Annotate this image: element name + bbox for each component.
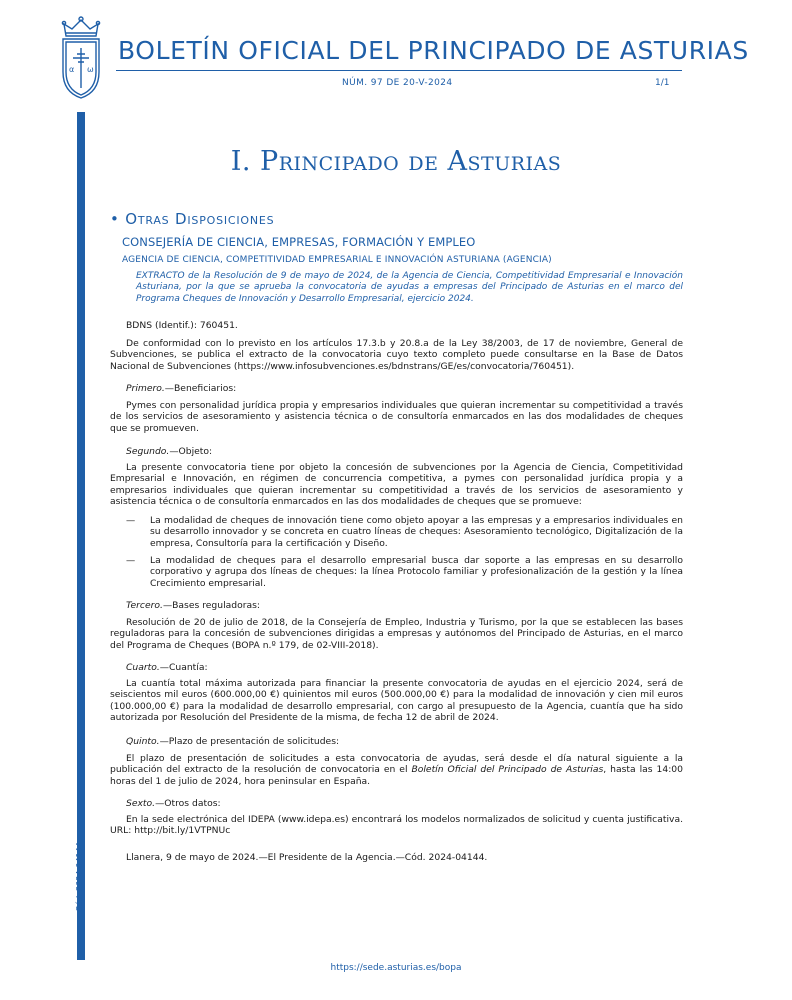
signature-line <box>110 852 683 863</box>
tercero-label: Tercero. <box>126 600 163 611</box>
sexto-label: Sexto. <box>126 798 156 809</box>
quinto-text-italic: Boletín Oficial del Principado de Asturias <box>411 764 604 776</box>
issue-number: NÚM. 97 DE 20-V-2024 <box>342 78 453 88</box>
cuarto-heading <box>126 662 208 673</box>
cuarto-title: —Cuantía: <box>159 662 208 673</box>
primero-paragraph <box>110 400 683 434</box>
sexto-title: —Otros datos: <box>155 798 221 809</box>
list-dash: — <box>126 515 136 526</box>
quinto-heading <box>126 736 339 747</box>
intro-text: De conformidad con lo previsto en los artículos 17.3.b y 20.8.a de la Ley 38/2003, de 17 de noviembre, General de Subvenciones, se publica el extracto de la convocatoria cuyo texto completo puede consultarse en la Base de Datos Nacional de Subvenciones (https://www.infosubvenciones.es/bdnstrans/GE/es/convocatoria/760451). <box>110 338 683 372</box>
bdns-text: BDNS (Identif.): 760451. <box>126 320 238 331</box>
tercero-text: Resolución de 20 de julio de 2018, de la Consejería de Empleo, Industria y Turismo, por la que se establecen las bases reguladoras para la concesión de subvenciones dirigidas a empresas y autónomos del Principado de Asturias, en el marco del Programa de Cheques (BOPA n.º 179, de 02-VIII-2018). <box>110 617 683 651</box>
primero-text: Pymes con personalidad jurídica propia y empresarios individuales que quieran incrementar su competitividad a través de los servicios de asesoramiento y asistencia técnica o de consultoría enmarcados en las dos modalidades de cheques que se promueven. <box>110 400 683 434</box>
header-rule <box>116 70 682 71</box>
margin-bar <box>77 112 85 960</box>
quinto-text-a: El plazo de presentación de solicitudes a esta convocatoria de ayudas, será desde el día natural siguiente a la publicación del extracto de la resolución de convocatoria en el <box>110 753 683 776</box>
quinto-title: —Plazo de presentación de solicitudes: <box>159 736 340 747</box>
list-item: La modalidad de cheques de innovación tiene como objeto apoyar a las empresas y a empresarios individuales en su desarrollo innovador y se concreta en cuatro líneas de cheques: Asesoramiento tecnológico, Digitalización de la empresa, Consultoría para la certificación y Diseño. <box>150 515 683 549</box>
asturias-coat-of-arms-icon <box>56 14 106 100</box>
page-number: 1/1 <box>655 78 670 88</box>
signature-text: Llanera, 9 de mayo de 2024.—El Presidente de la Agencia.—Cód. 2024-04144. <box>126 852 488 863</box>
tercero-title: —Bases reguladoras: <box>162 600 261 611</box>
quinto-text <box>110 753 683 787</box>
svg-text:ω: ω <box>87 65 94 74</box>
agency-name: AGENCIA DE CIENCIA, COMPETITIVIDAD EMPRESARIAL E INNOVACIÓN ASTURIANA (AGENCIA) <box>122 255 552 265</box>
cuarto-text: La cuantía total máxima autorizada para financiar la presente convocatoria de ayudas en el ejercicio 2024, será de seiscientos mil euros (600.000,00 €) quinientos mil euros (500.000,00 €) para la modalidad de innovación y cien mil euros (100.000,00 €) para la modalidad de desarrollo empresarial, con cargo al presupuesto de la Agencia, cuantía que ha sido autorizada por Resolución del Presidente de la misma, de fecha 12 de abril de 2024. <box>110 678 683 724</box>
sexto-text: En la sede electrónica del IDEPA (www.idepa.es) encontrará los modelos normalizados de solicitud y cuenta justificativa. URL: http://bit.ly/1VTPNUc <box>110 814 683 837</box>
segundo-paragraph <box>110 462 683 508</box>
cuarto-paragraph <box>110 678 683 724</box>
intro-paragraph <box>110 338 683 372</box>
svg-text:α: α <box>69 65 75 74</box>
primero-label: Primero. <box>126 383 165 394</box>
bdns-line <box>110 320 683 331</box>
margin-code: Cód. 2024-04144 <box>75 842 84 912</box>
tercero-paragraph <box>110 617 683 651</box>
list-item: La modalidad de cheques para el desarrollo empresarial busca dar soporte a las empresas en su desarrollo corporativo y agrupa dos líneas de cheques: la línea Protocolo familiar y profesionalización de la gestión y la línea Crecimiento empresarial. <box>150 555 683 589</box>
list-dash: — <box>126 555 136 566</box>
quinto-label: Quinto. <box>126 736 160 747</box>
quinto-paragraph <box>110 753 683 787</box>
segundo-title: —Objeto: <box>169 446 213 457</box>
section-title: I. Principado de Asturias <box>230 146 562 177</box>
subsection-title: • Otras Disposiciones <box>110 210 275 228</box>
footer-url[interactable]: https://sede.asturias.es/bopa <box>330 963 462 973</box>
consejeria-name: CONSEJERÍA DE CIENCIA, EMPRESAS, FORMACIÓN Y EMPLEO <box>122 235 476 249</box>
primero-title: —Beneficiarios: <box>164 383 237 394</box>
sexto-heading <box>126 798 221 809</box>
extract-summary: EXTRACTO de la Resolución de 9 de mayo de 2024, de la Agencia de Ciencia, Competitividad Empresarial e Innovación Asturiana, por la que se aprueba la convocatoria de ayudas a empresas del Principado de Asturias en el marco del Programa Cheques de Innovación y Desarrollo Empresarial, ejercicio 2024. <box>136 271 683 304</box>
tercero-heading <box>126 600 260 611</box>
segundo-heading <box>126 446 212 457</box>
segundo-label: Segundo. <box>126 446 170 457</box>
quinto-text-b: , hasta las 14:00 horas del 1 de julio de 2024, hora peninsular en España. <box>110 764 683 787</box>
primero-heading <box>126 383 236 394</box>
segundo-text: La presente convocatoria tiene por objeto la concesión de subvenciones por la Agencia de Ciencia, Competitividad Empresarial e Innovación, en régimen de concurrencia competitiva, a pymes con personalidad jurídica propia y a empresarios individuales que quieran incrementar su competitividad a través de los servicios de asesoramiento y asistencia técnica o de consultoría enmarcados en las dos modalidades de cheques que se promueve: <box>110 462 683 508</box>
sexto-paragraph <box>110 814 683 837</box>
bulletin-title: BOLETÍN OFICIAL DEL PRINCIPADO DE ASTURIAS <box>118 36 749 65</box>
cuarto-label: Cuarto. <box>126 662 160 673</box>
